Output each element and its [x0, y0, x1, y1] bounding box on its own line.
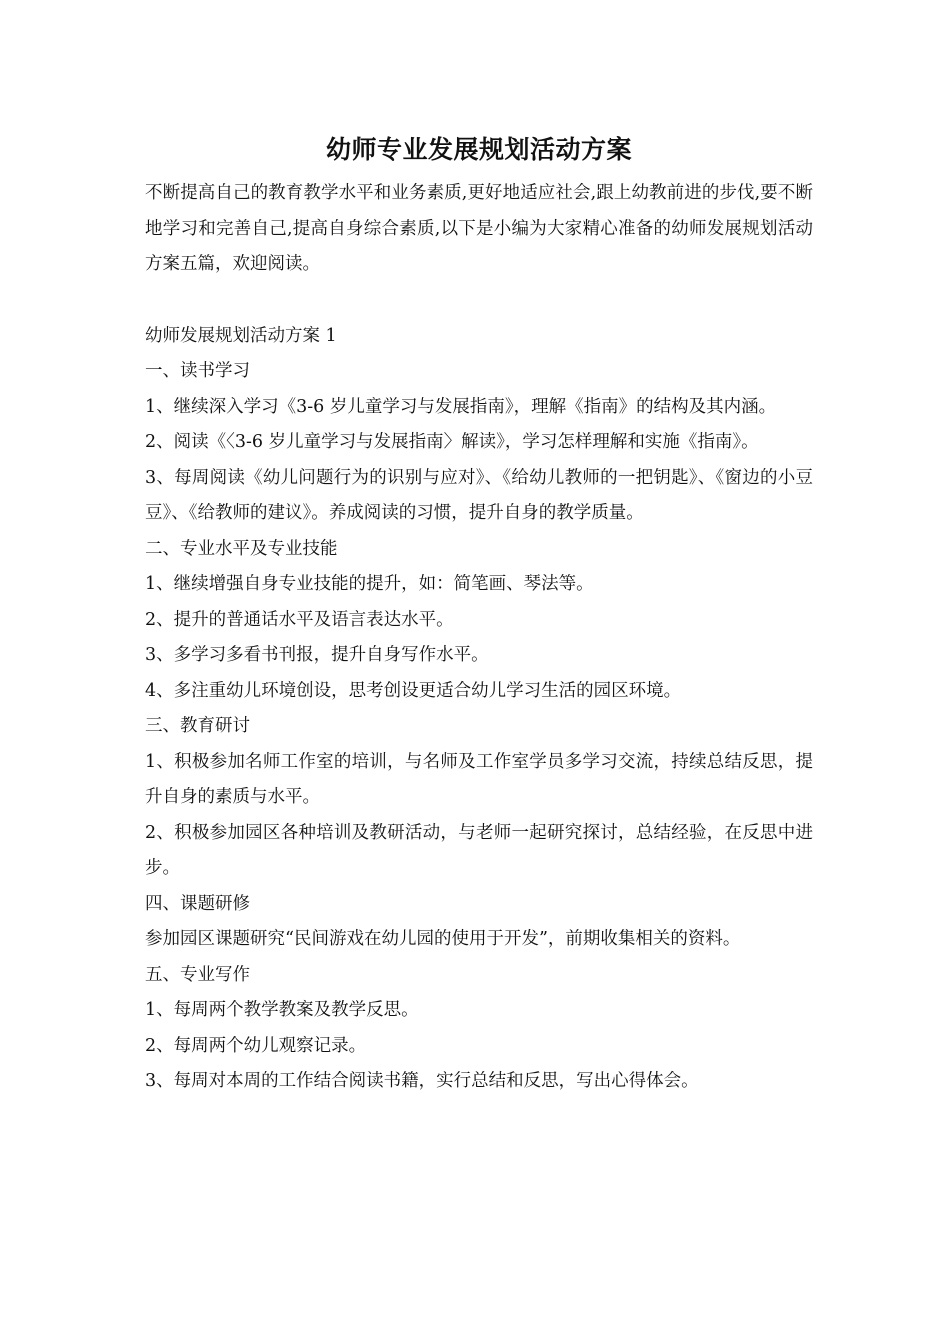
body-line: 3、多学习多看书刊报，提升自身写作水平。 — [145, 645, 489, 665]
body-line: 2、每周两个幼儿观察记录。 — [145, 1035, 367, 1056]
body-line: 参加园区课题研究“民间游戏在幼儿园的使用于开发”，前期收集相关的资料。 — [145, 929, 741, 949]
body-line: 1、积极参加名师工作室的培训，与名师及工作室学员多学习交流，持续总结反思，提升自身的素质与水平。 — [145, 751, 813, 807]
body-line: 一、读书学习 — [145, 361, 250, 381]
body-line: 三、教育研讨 — [145, 716, 250, 736]
body-line: 1、继续深入学习《3-6 岁儿童学习与发展指南》，理解《指南》的结构及其内涵。 — [145, 396, 777, 417]
body-line: 4、多注重幼儿环境创设，思考创设更适合幼儿学习生活的园区环境。 — [145, 680, 682, 701]
body-line: 1、每周两个教学教案及教学反思。 — [145, 1000, 419, 1020]
body-line: 3、每周阅读《幼儿问题行为的识别与应对》、《给幼儿教师的一把钥匙》、《窗边的小豆豆》、《给教师的建议》。养成阅读的习惯，提升自身的教学质量。 — [145, 467, 813, 523]
document-title: 幼师专业发展规划活动方案 — [325, 135, 632, 164]
body-line: 2、阅读《〈3-6 岁儿童学习与发展指南〉解读》，学习怎样理解和实施《指南》。 — [145, 432, 759, 452]
paragraph-gap — [145, 283, 813, 319]
body-line: 1、继续增强自身专业技能的提升，如：简笔画、琴法等。 — [145, 574, 594, 594]
intro-paragraph: 不断提高自己的教育教学水平和业务素质,更好地适应社会,跟上幼教前进的步伐,要不断地学习和完善自己,提高自身综合素质,以下是小编为大家精心准备的幼师发展规划活动方案五篇，欢迎阅读。 — [145, 183, 813, 274]
body-line: 2、提升的普通话水平及语言表达水平。 — [145, 609, 454, 630]
body-line: 五、专业写作 — [145, 964, 250, 985]
body-line: 2、积极参加园区各种培训及教研活动，与老师一起研究探讨，总结经验，在反思中进步。 — [145, 822, 813, 878]
body-line: 3、每周对本周的工作结合阅读书籍，实行总结和反思，写出心得体会。 — [145, 1071, 699, 1091]
document-page — [145, 128, 813, 1100]
body-line: 二、专业水平及专业技能 — [145, 538, 338, 559]
body-line: 四、课题研修 — [145, 893, 250, 914]
section-title: 幼师发展规划活动方案 1 — [145, 325, 337, 346]
